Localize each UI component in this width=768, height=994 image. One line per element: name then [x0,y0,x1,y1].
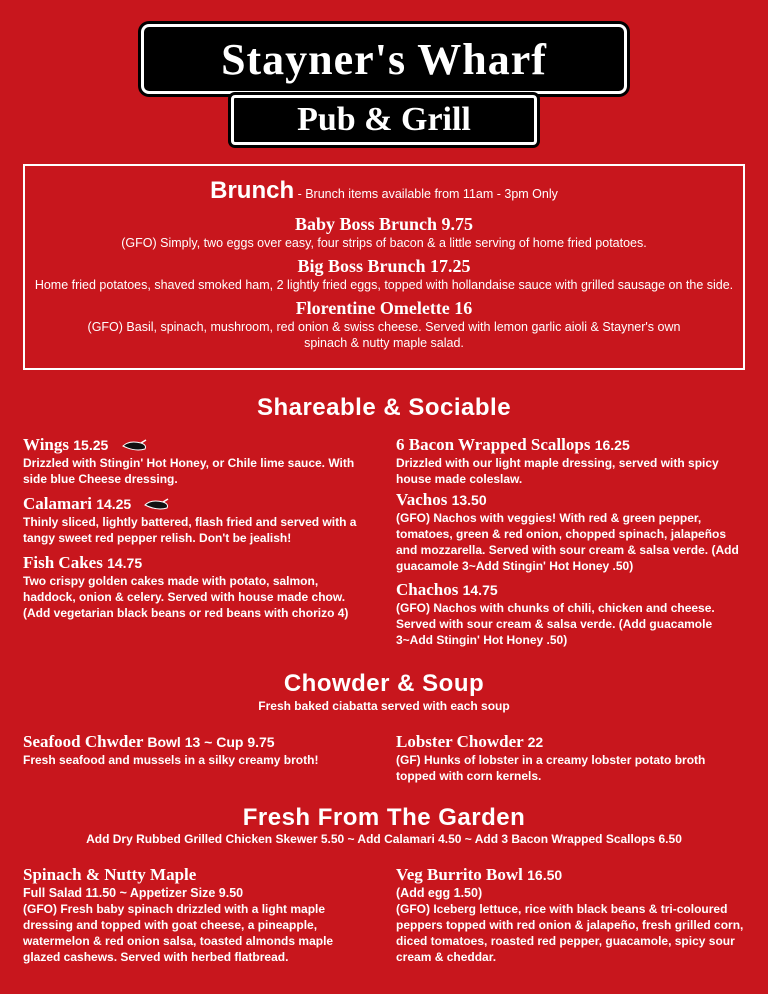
item-name: Wings [23,435,69,454]
item-desc: Two crispy golden cakes made with potato, salmon, haddock, onion & celery. Served with house made chow. (Add vegetarian black beans or red beans with chorizo 4) [23,574,349,620]
menu-item-wings [23,435,368,487]
menu-item-seafood-chowder [23,732,368,768]
menu-item-vachos [396,490,746,574]
item-name: Lobster Chowder [396,732,524,751]
item-name: Chachos [396,580,459,599]
item-price: 15.25 [73,437,109,453]
logo-tagline: Pub & Grill [231,95,537,145]
item-addon: (Add egg 1.50) [396,886,483,900]
item-desc: (GFO) Iceberg lettuce, rice with black beans & tri-coloured peppers topped with red onion & jalapeño, fresh grilled corn, diced tomatoes, roasted red pepper, guacamole, spicy sour cream & cheddar. [396,902,744,964]
logo-name: Stayner's Wharf [141,24,627,94]
chowder-sub: Fresh baked ciabatta served with each soup [258,699,510,713]
brunch-title: Brunch [210,177,295,204]
item-name: Vachos [396,490,448,509]
item-name: Fish Cakes [23,553,103,572]
item-price: 14.75 [462,582,498,598]
item-desc: Thinly sliced, lightly battered, flash fried and served with a tangy sweet red pepper relish. Don't be jealish! [23,515,357,545]
item-price: 13.50 [451,492,487,508]
shareable-title: Shareable & Sociable [256,394,512,421]
item-price: 16.50 [527,867,563,883]
item-price: 22 [527,734,544,750]
item-name: Spinach & Nutty Maple [23,865,197,884]
item-name: Calamari [23,494,92,513]
menu-item-lobster-chowder [396,732,746,784]
item-desc: (GFO) Nachos with veggies! With red & green pepper, tomatoes, green & red onion, chopped spinach, jalapeños and mozzarella. Served with sour cream & salsa verde. (Add guacamole 3~Add Stingin' Hot Honey .50) [396,511,739,573]
item-desc: (GFO) Fresh baby spinach drizzled with a light maple dressing and topped with goat cheese, a pineapple, watermelon & red onion salsa, toasted almonds maple glazed cashews. Served with herbed flatbread. [23,902,334,964]
item-desc: Fresh seafood and mussels in a silky creamy broth! [23,753,319,767]
menu-item-burrito-bowl [396,865,746,965]
menu-item-calamari [23,494,368,546]
brunch-item-name: Big Boss Brunch 17.25 [297,256,471,276]
garden-title: Fresh From The Garden [242,804,526,831]
item-name: Seafood Chwder [23,732,144,751]
garden-sub: Add Dry Rubbed Grilled Chicken Skewer 5.50 ~ Add Calamari 4.50 ~ Add 3 Bacon Wrapped Scallops 6.50 [86,832,682,846]
item-sizes: Full Salad 11.50 ~ Appetizer Size 9.50 [23,886,244,900]
item-desc: (GFO) Nachos with chunks of chili, chicken and cheese. Served with sour cream & salsa verde. (Add guacamole 3~Add Stingin' Hot Honey .50) [396,601,715,647]
item-desc: Drizzled with Stingin' Hot Honey, or Chile lime sauce. With side blue Cheese dressing. [23,456,355,486]
item-name: Veg Burrito Bowl [396,865,523,884]
brunch-note: - Brunch items available from 11am - 3pm Only [294,187,558,201]
item-price: 14.25 [96,496,132,512]
item-desc: Drizzled with our light maple dressing, served with spicy house made coleslaw. [396,456,719,486]
chowder-title: Chowder & Soup [283,670,485,697]
brunch-item-name: Baby Boss Brunch 9.75 [294,214,474,234]
brunch-section [23,164,745,370]
item-price: Bowl 13 ~ Cup 9.75 [147,734,275,750]
brunch-item-name: Florentine Omelette 16 [295,298,473,318]
pepper-icon [143,498,171,512]
menu-item-fish-cakes [23,553,368,621]
menu-item-chachos [396,580,746,648]
item-desc: (GF) Hunks of lobster in a creamy lobster potato broth topped with corn kernels. [396,753,706,783]
item-price: 16.25 [594,437,630,453]
item-name: 6 Bacon Wrapped Scallops [396,435,591,454]
item-price: 14.75 [107,555,143,571]
menu-item-scallops [396,435,746,487]
pepper-icon [121,439,149,453]
brunch-item-desc: (GFO) Simply, two eggs over easy, four strips of bacon & a little serving of home fried potatoes. [121,236,647,250]
brunch-item-desc: Home fried potatoes, shaved smoked ham, 2 lightly fried eggs, topped with hollandaise sauce with grilled sausage on the side. [34,278,734,292]
menu-item-spinach-salad [23,865,368,965]
brunch-item-desc: (GFO) Basil, spinach, mushroom, red onion & swiss cheese. Served with lemon garlic aioli & Stayner's own spinach & nutty maple salad. [87,320,681,350]
